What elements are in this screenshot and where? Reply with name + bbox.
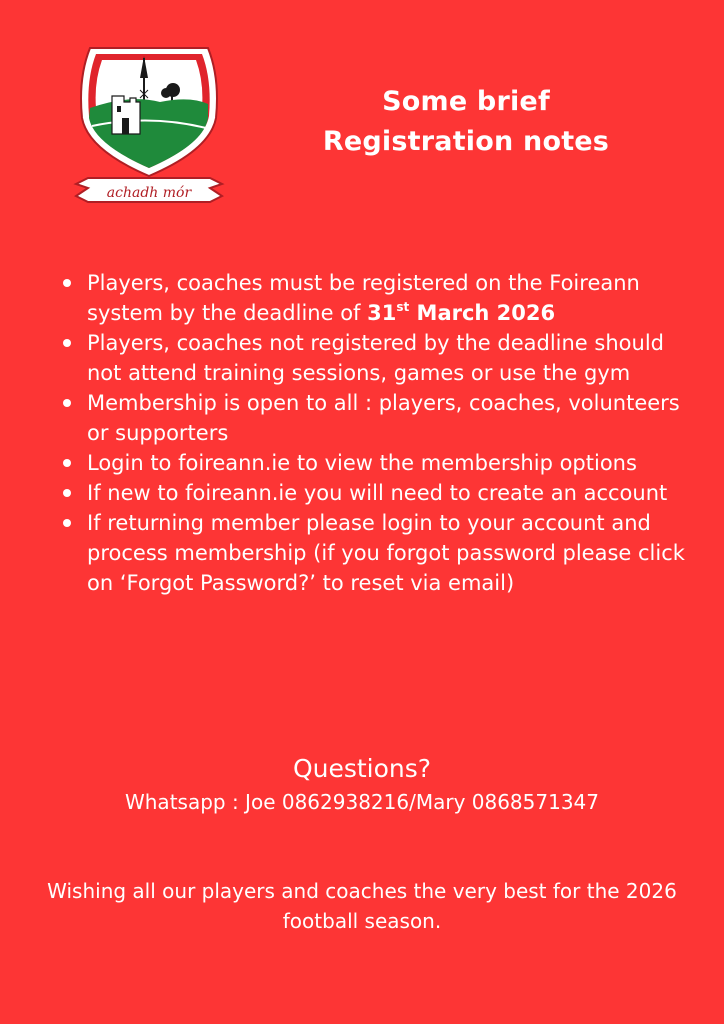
crest-motto: achadh mór: [106, 185, 192, 201]
closing-message: Wishing all our players and coaches the very best for the 2026 football season.: [47, 879, 677, 933]
deadline-date: 31st March 2026: [367, 300, 556, 325]
note-item-new-account: If new to foireann.ie you will need to create an account: [56, 478, 686, 508]
note-item-returning-member: If returning member please login to your account and process membership (if you forgot password please click on ‘Forgot Password?’ to reset via email): [56, 508, 686, 598]
questions-heading: Questions?: [292, 754, 432, 783]
note-item-deadline: [56, 268, 686, 328]
whatsapp-contact: Whatsapp : Joe 0862938216/Mary 0868571347: [124, 790, 600, 814]
page-title: [290, 82, 642, 162]
note-item-attendance: Players, coaches not registered by the deadline should not attend training sessions, games or use the gym: [56, 328, 686, 388]
note-item-login: Login to foireann.ie to view the membership options: [56, 448, 686, 478]
club-crest-icon: [70, 38, 228, 210]
title-line-2: Registration notes: [322, 126, 610, 157]
title-line-1: Some brief: [382, 86, 550, 117]
note-text: Players, coaches must be registered on the Foireann system by the deadline of: [87, 271, 640, 325]
note-item-membership: Membership is open to all : players, coaches, volunteers or supporters: [56, 388, 686, 448]
registration-notes-list: [56, 268, 686, 598]
